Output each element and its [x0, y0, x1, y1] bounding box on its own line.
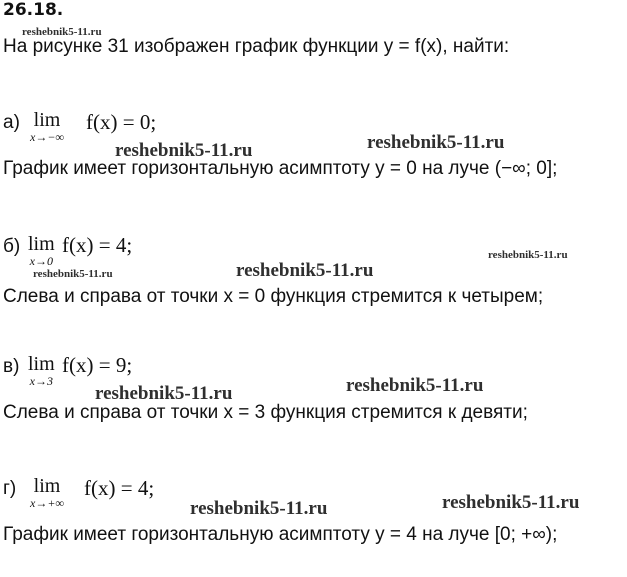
item-c-answer: Слева и справа от точки x = 3 функция стремится к девяти;	[3, 402, 528, 423]
item-d-lim-word: lim	[33, 475, 61, 497]
item-d-lim-sub: x→+∞	[30, 496, 64, 510]
item-a-label: а)	[3, 112, 20, 133]
item-c-lim-word: lim	[28, 353, 55, 375]
item-b-label: б)	[3, 236, 21, 257]
item-c-limit	[28, 354, 55, 387]
item-d-label: г)	[3, 478, 17, 499]
problem-number: 26.18.	[3, 0, 64, 20]
watermark-2: reshebnik5-11.ru	[115, 140, 253, 161]
item-c-expression: f(x) = 9;	[62, 353, 133, 377]
item-b-answer: Слева и справа от точки x = 0 функция стремится к четырем;	[3, 286, 544, 307]
watermark-6: reshebnik5-11.ru	[442, 492, 580, 513]
intro-text: На рисунке 31 изображен график функции y = f(x), найти:	[3, 36, 510, 57]
item-b-expression: f(x) = 4;	[62, 233, 133, 257]
watermark-3: reshebnik5-11.ru	[236, 260, 374, 281]
item-b-lim-sub: x→0	[29, 254, 53, 268]
watermark-small-2: reshebnik5-11.ru	[488, 249, 568, 261]
item-c-lim-sub: x→3	[29, 374, 53, 388]
item-a-answer: График имеет горизонтальную асимптоту y = 0 на луче (−∞; 0];	[3, 158, 558, 179]
watermark-1: reshebnik5-11.ru	[367, 132, 505, 153]
watermark-4: reshebnik5-11.ru	[346, 375, 484, 396]
item-b-lim-word: lim	[28, 233, 55, 255]
item-c-label: в)	[3, 356, 20, 377]
item-a-lim-word: lim	[33, 109, 61, 131]
item-a-lim-sub: x→−∞	[30, 130, 64, 144]
watermark-small-1: reshebnik5-11.ru	[22, 26, 102, 38]
item-a-expression: f(x) = 0;	[86, 110, 157, 134]
watermark-small-3: reshebnik5-11.ru	[33, 268, 113, 280]
watermark-5: reshebnik5-11.ru	[95, 383, 233, 404]
item-d-expression: f(x) = 4;	[84, 476, 155, 500]
watermark-7: reshebnik5-11.ru	[190, 498, 328, 519]
item-b-limit	[28, 234, 55, 267]
item-d-answer: График имеет горизонтальную асимптоту y = 4 на луче [0; +∞);	[3, 524, 558, 545]
item-d-limit	[30, 476, 64, 509]
item-a-limit	[30, 110, 64, 143]
